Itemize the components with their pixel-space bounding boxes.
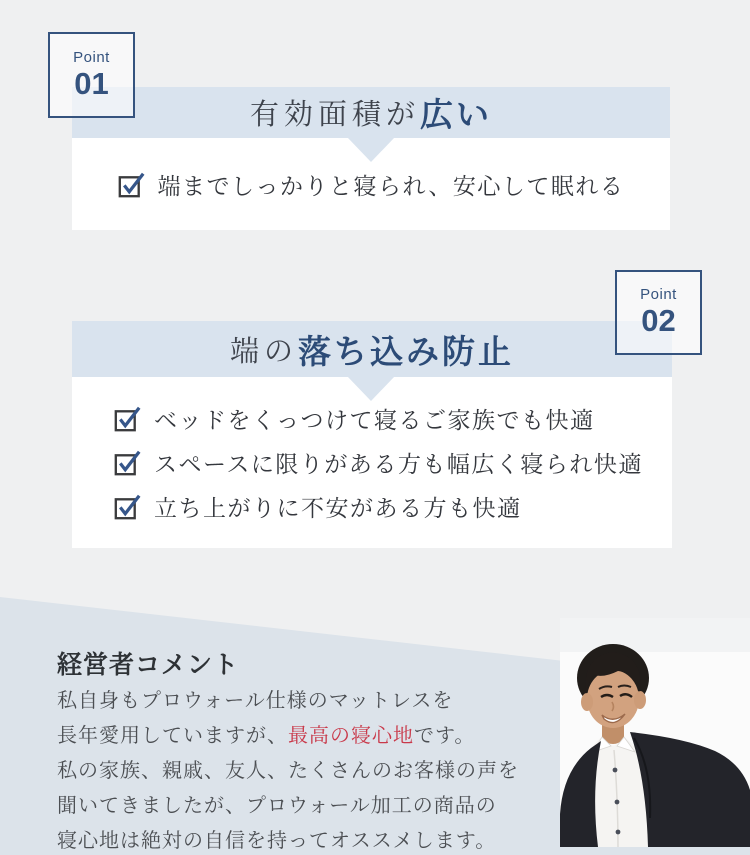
checklist-item-label: 立ち上がりに不安がある方も快適 — [154, 496, 522, 521]
checked-checkbox-icon — [118, 171, 145, 198]
checked-checkbox-icon — [114, 405, 141, 432]
point-02-badge — [615, 270, 702, 355]
point-02-banner — [72, 321, 672, 377]
comment-line: 長年愛用していますが、 — [57, 725, 288, 747]
point-02-content-box — [72, 377, 672, 548]
comment-highlight: 最高の寝心地 — [288, 725, 414, 747]
checklist-item — [118, 168, 625, 201]
checklist-item-label: スペースに限りがある方も幅広く寝られ快適 — [154, 452, 643, 477]
ceo-comment-paragraph — [57, 684, 519, 855]
point-01-badge — [48, 32, 135, 118]
ceo-photo — [560, 618, 750, 847]
comment-line: です。 — [414, 725, 476, 747]
checklist-item — [114, 490, 672, 523]
point-02-title-normal: 端の — [229, 335, 298, 368]
checklist-item — [114, 402, 672, 435]
point-02-title-bold: 落ち込み防止 — [298, 334, 514, 371]
checked-checkbox-icon — [114, 493, 141, 520]
checked-checkbox-icon — [114, 449, 141, 476]
point-01-title-normal: 有効面積が — [249, 99, 420, 131]
point-number: 02 — [641, 303, 676, 339]
point-01-title-bold: 広い — [420, 98, 492, 134]
checklist-item-label: ベッドをくっつけて寝るご家族でも快適 — [154, 408, 595, 433]
point-label: Point — [640, 286, 677, 304]
checklist-item — [114, 446, 672, 479]
checklist-item-label: 端までしっかりと寝られ、安心して眠れる — [157, 173, 625, 199]
point-label: Point — [73, 48, 110, 66]
comment-line: 聞いてきましたが、プロウォール加工の商品の — [57, 795, 497, 817]
comment-line: 私自身もプロウォール仕様のマットレスを — [57, 690, 454, 712]
banner-arrow-icon — [347, 137, 395, 162]
comment-line: 寝心地は絶対の自信を持ってオススメします。 — [57, 830, 497, 852]
ceo-comment-heading: 経営者コメント — [57, 651, 240, 679]
banner-arrow-icon — [347, 376, 395, 401]
comment-line: 私の家族、親戚、友人、たくさんのお客様の声を — [57, 760, 519, 782]
point-number: 01 — [74, 65, 109, 101]
point-01-banner — [72, 87, 670, 138]
